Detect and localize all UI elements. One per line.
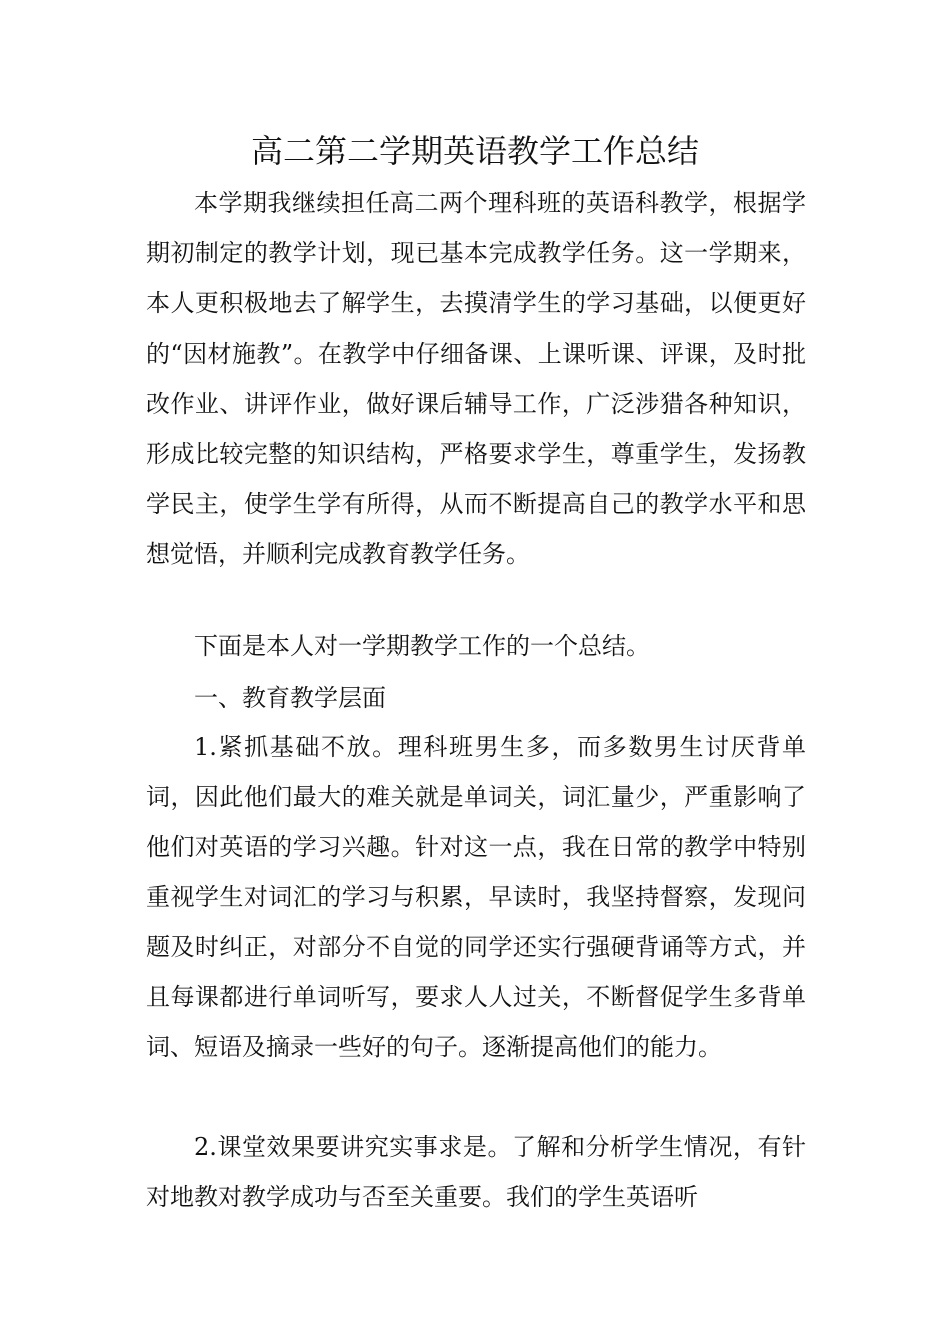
paragraph-text: 2.课堂效果要讲究实事求是。了解和分析学生情况，有针对地教对教学成功与否至关重要。我们的学生英语听 xyxy=(146,1133,806,1211)
section-heading-teaching xyxy=(146,672,806,724)
paragraph-point-1 xyxy=(146,722,806,1072)
paragraph-text: 下面是本人对一学期教学工作的一个总结。 xyxy=(194,632,650,660)
document-title: 高二第二学期英语教学工作总结 xyxy=(250,132,699,170)
section-heading-text: 一、教育教学层面 xyxy=(194,684,386,712)
paragraph-summary-intro xyxy=(146,620,806,672)
paragraph-text: 本学期我继续担任高二两个理科班的英语科教学，根据学期初制定的教学计划，现已基本完成教学任务。这一学期来，本人更积极地去了解学生，去摸清学生的学习基础，以便更好的“因材施教”。在教学中仔细备课、上课听课、评课，及时批改作业、讲评作业，做好课后辅导工作，广泛涉猎各种知识，形成比较完整的知识结构，严格要求学生，尊重学生，发扬教学民主，使学生学有所得，从而不断提高自己的教学水平和思想觉悟，并顺利完成教育教学任务。 xyxy=(146,189,806,569)
paragraph-point-2 xyxy=(146,1122,806,1222)
paragraph-intro xyxy=(146,178,806,580)
paragraph-text: 1.紧抓基础不放。理科班男生多，而多数男生讨厌背单词，因此他们最大的难关就是单词关，词汇量少，严重影响了他们对英语的学习兴趣。针对这一点，我在日常的教学中特别重视学生对词汇的学习与积累，早读时，我坚持督察，发现问题及时纠正，对部分不自觉的同学还实行强硬背诵等方式，并且每课都进行单词听写，要求人人过关，不断督促学生多背单词、短语及摘录一些好的句子。逐渐提高他们的能力。 xyxy=(146,733,806,1061)
